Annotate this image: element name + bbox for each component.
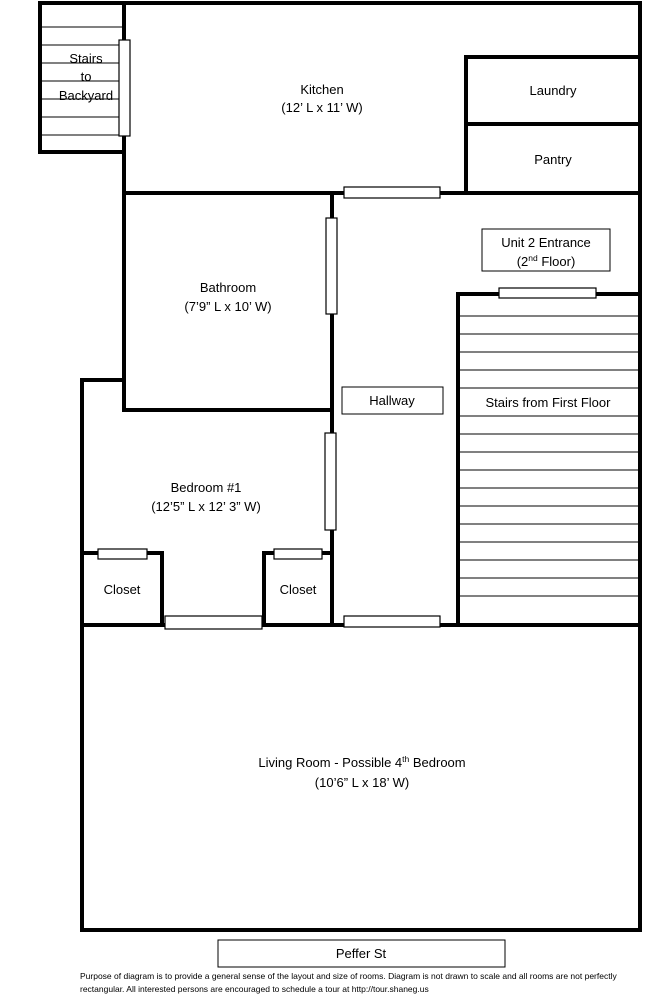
stairs-first-floor-label: Stairs from First Floor (485, 395, 611, 410)
door-bedroom-living[interactable] (165, 616, 262, 629)
unit2-entrance-line1: Unit 2 Entrance (501, 235, 591, 250)
bathroom-name: Bathroom (199, 280, 257, 295)
hallway-label: Hallway (369, 393, 415, 408)
backyard-stairs-label-3: Backyard (58, 88, 114, 103)
bedroom-dims: (12’5” L x 12’ 3” W) (151, 499, 261, 514)
disclaimer-line-1: Purpose of diagram is to provide a general sense of the layout and size of rooms. Diagram is not drawn to scale and all rooms are not perfectly (80, 971, 617, 981)
door-closet-right[interactable] (274, 549, 322, 559)
door-backyard-stairs[interactable] (119, 40, 130, 136)
backyard-stairs-label-2: to (80, 69, 92, 84)
bedroom-name: Bedroom #1 (170, 480, 242, 495)
closet-right-label: Closet (279, 582, 317, 597)
backyard-stairs-label-1: Stairs (69, 51, 103, 66)
disclaimer (80, 970, 640, 996)
laundry-label: Laundry (529, 83, 577, 98)
living-room-dims: (10’6” L x 18’ W) (314, 775, 410, 790)
kitchen-dims: (12’ L x 11’ W) (281, 100, 363, 115)
door-closet-left[interactable] (98, 549, 147, 559)
unit2-entrance-line2: (2nd Floor) (516, 253, 576, 269)
pantry-label: Pantry (534, 152, 572, 167)
door-unit2-stairs[interactable] (499, 288, 596, 298)
door-kitchen-hallway[interactable] (344, 187, 440, 198)
kitchen-name: Kitchen (300, 82, 344, 97)
closet-left-label: Closet (103, 582, 141, 597)
street-label: Peffer St (335, 946, 387, 961)
bathroom-dims: (7’9” L x 10’ W) (184, 299, 272, 314)
disclaimer-line-2: rectangular. All interested persons are encouraged to schedule a tour at http://tour.shaneg.us (80, 984, 429, 994)
door-bedroom[interactable] (325, 433, 336, 530)
stairwell-wall (458, 294, 640, 625)
door-hallway-living[interactable] (344, 616, 440, 627)
door-bathroom[interactable] (326, 218, 337, 314)
first-floor-stair-treads (460, 316, 638, 596)
living-room-name: Living Room - Possible 4th Bedroom (258, 754, 466, 770)
